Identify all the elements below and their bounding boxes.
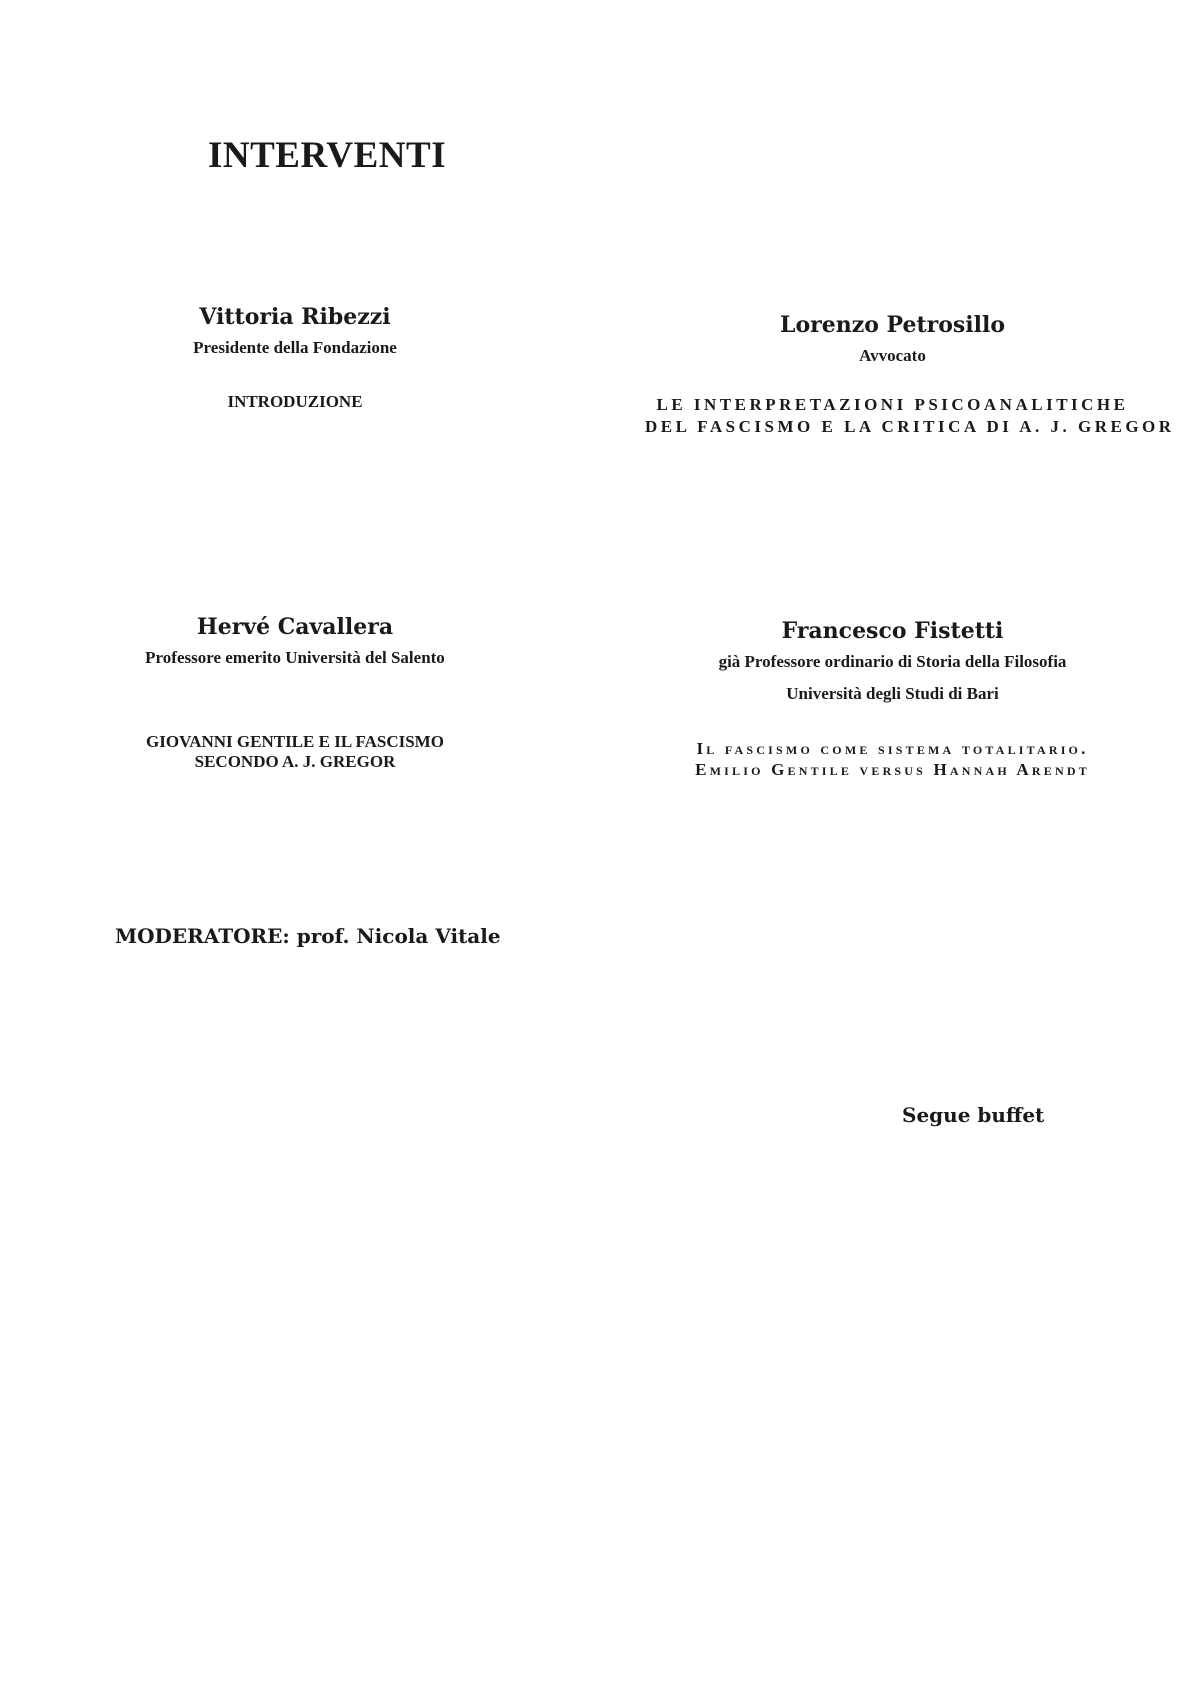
- speaker-role: [645, 652, 1140, 704]
- talk-title-line: LE INTERPRETAZIONI PSICOANALITICHE: [656, 395, 1129, 414]
- speaker-role-line: Università degli Studi di Bari: [786, 684, 999, 703]
- speaker-role-line: già Professore ordinario di Storia della Filosofia: [718, 652, 1067, 671]
- talk-title: INTRODUZIONE: [227, 392, 363, 411]
- talk-title-line: DEL FASCISMO E LA CRITICA DI A. J. GREGOR: [645, 417, 1175, 436]
- talk-title-line: GIOVANNI GENTILE E IL FASCISMO: [146, 732, 444, 751]
- talk-title: [645, 394, 1175, 438]
- talk-title-line: Emilio Gentile versus Hannah Arendt: [695, 760, 1090, 779]
- page-title: INTERVENTI: [208, 135, 447, 176]
- speaker-role: Professore emerito Università del Salento: [145, 648, 445, 667]
- speaker-name: Francesco Fistetti: [781, 618, 1004, 644]
- speaker-block-fistetti: [645, 618, 1140, 780]
- speaker-name: Lorenzo Petrosillo: [779, 312, 1006, 338]
- talk-title: [95, 732, 495, 772]
- speaker-block-ribezzi: [95, 304, 495, 412]
- talk-title-line: SECONDO A. J. GREGOR: [194, 752, 396, 771]
- moderator-line: MODERATORE: prof. Nicola Vitale: [115, 924, 501, 948]
- speaker-role: Presidente della Fondazione: [193, 338, 397, 357]
- speaker-name: Hervé Cavallera: [196, 614, 394, 640]
- speaker-block-cavallera: [95, 614, 495, 772]
- speaker-role: Avvocato: [859, 346, 926, 365]
- talk-title: [645, 738, 1140, 780]
- speaker-name: Vittoria Ribezzi: [199, 304, 391, 330]
- closing-note: Segue buffet: [902, 1103, 1045, 1127]
- speaker-block-petrosillo: [645, 312, 1175, 438]
- talk-title-line: Il fascismo come sistema totalitario.: [696, 739, 1089, 758]
